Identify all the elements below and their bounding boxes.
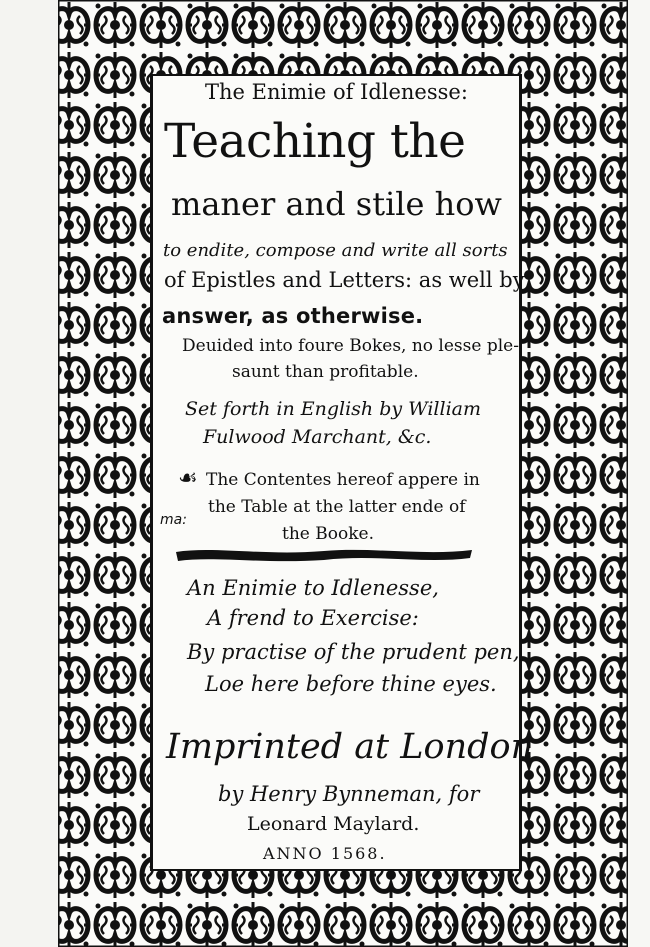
verse-line-1: An Enimie to Idlenesse, [187, 576, 439, 600]
headline: Teaching the [164, 114, 466, 169]
short-title: The Enimie of Idlenesse: [205, 80, 468, 104]
imprint-date: ANNO 1568. [263, 844, 387, 863]
imprint-bookseller: Leonard Maylard. [247, 813, 420, 835]
division-line-1: Deuided into foure Bokes, no lesse ple- [182, 336, 519, 356]
verse-line-4: Loe here before thine eyes. [205, 672, 497, 696]
imprint-printer: by Henry Bynneman, for [218, 782, 480, 806]
contents-line-1: The Contentes hereof appere in [206, 470, 480, 490]
subtitle-line-4: answer, as otherwise. [162, 304, 424, 328]
subtitle-line-3: of Epistles and Letters: as well by [164, 268, 525, 292]
author-line-2: Fulwood Marchant, &c. [203, 426, 432, 448]
contents-line-2: the Table at the latter ende of [208, 497, 466, 517]
verse-line-3: By practise of the prudent pen, [187, 640, 520, 664]
subtitle-line-2: to endite, compose and write all sorts [163, 240, 508, 261]
margin-annotation: ma: [160, 512, 187, 528]
ink-blot [174, 544, 474, 566]
fleuron-icon: ☙ [178, 466, 198, 491]
subtitle-line-1: maner and stile how [171, 185, 502, 223]
imprint-place: Imprinted at London [166, 727, 534, 767]
verse-line-2: A frend to Exercise: [207, 606, 419, 630]
contents-line-3: the Booke. [282, 524, 374, 544]
division-line-2: saunt than profitable. [232, 362, 419, 382]
author-line-1: Set forth in English by William [185, 398, 481, 420]
